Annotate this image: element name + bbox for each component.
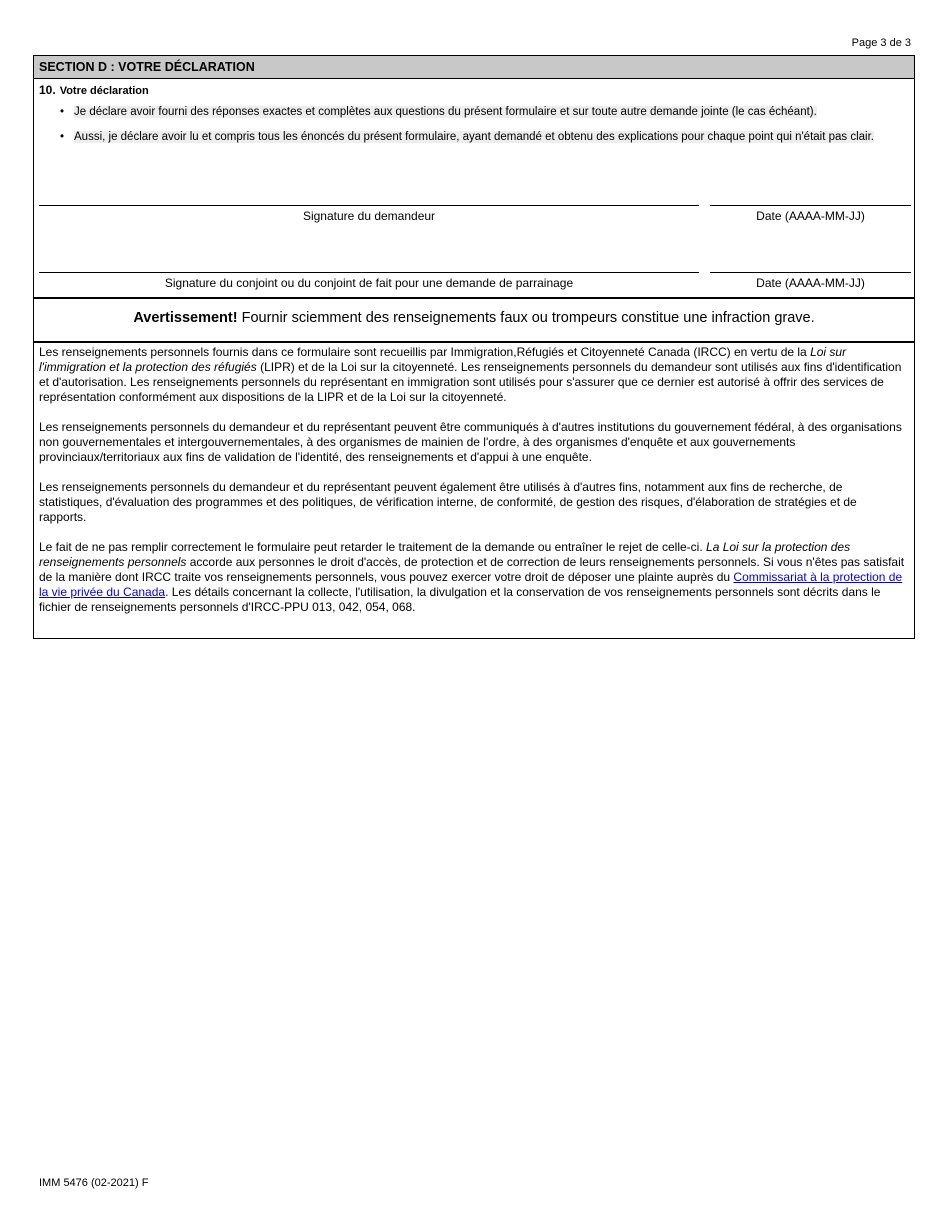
page-number: Page 3 de 3	[851, 37, 911, 49]
applicant-date-label: Date (AAAA-MM-JJ)	[756, 209, 865, 223]
act-name: Loi sur l'immigration et la protection des réfugiés	[39, 345, 847, 374]
section-divider	[34, 341, 914, 343]
privacy-paragraph: Les renseignements personnels du demandeur et du représentant peuvent être communiqués à d'autres institutions du gouvernement fédéral, à des organisations non gouvernementales et intergouvernementales, à des organismes de mainien de l'ordre, à des organismes d'enquête et aux gouvernements provinciaux/territoriaux aux fins de validation de l'identité, des renseignements et d'appui à une enquête.	[39, 420, 902, 464]
privacy-text: Les renseignements personnels fournis dans ce formulaire sont recueillis par Immigration,Réfugiés et Citoyenneté Canada (IRCC) en vertu de la	[39, 345, 811, 359]
declaration-text: Aussi, je déclare avoir lu et compris tous les énoncés du présent formulaire, ayant demandé et obtenu des explications pour chaque point qui n'était pas clair.	[74, 131, 874, 143]
question-number: 10.	[39, 83, 56, 97]
spouse-date-field[interactable]	[710, 272, 911, 273]
privacy-paragraph: Les renseignements personnels du demandeur et du représentant peuvent également être utilisés à d'autres fins, notamment aux fins de recherche, de statistiques, d'évaluation des programmes et des politiques, de vérification interne, de conformité, de gestion des risques, d'élaboration de stratégies et de rapports.	[39, 480, 857, 524]
spouse-signature-field[interactable]	[39, 272, 699, 273]
privacy-commissioner-link[interactable]: Commissariat à la protection de la vie privée du Canada	[39, 570, 903, 599]
privacy-paragraph	[39, 540, 907, 615]
section-title: SECTION D : VOTRE DÉCLARATION	[34, 56, 914, 79]
privacy-notice	[39, 345, 907, 630]
declaration-bullet	[60, 104, 906, 120]
act-name: La Loi sur la protection des renseignements personnels	[39, 540, 851, 569]
applicant-signature-label: Signature du demandeur	[302, 209, 436, 223]
bullet-dot: •	[60, 106, 65, 118]
applicant-date-field[interactable]	[710, 205, 911, 206]
declaration-text: Je déclare avoir fourni des réponses exactes et complètes aux questions du présent formulaire et sur toute autre demande jointe (le cas échéant).	[74, 106, 817, 118]
section-divider	[34, 297, 914, 299]
form-number: IMM 5476 (02-2021) F	[39, 1177, 149, 1189]
declaration-form	[33, 55, 915, 639]
question-title	[39, 83, 149, 97]
privacy-text: Le fait de ne pas remplir correctement le formulaire peut retarder le traitement de la demande ou entraîner le rejet de celle-ci.	[39, 540, 707, 554]
privacy-text: accorde aux personnes le droit d'accès, de protection et de correction de leurs renseignements personnels. Si vous n'êtes pas satisfait de la manière dont IRCC traite vos renseignements personnels, vous pouvez exercer votre droit de déposer une plainte auprès du	[39, 555, 905, 584]
privacy-text: . Les détails concernant la collecte, l'utilisation, la divulgation et la conservation de vos renseignements personnels sont décrits dans le fichier de renseignements personnels d'IRCC-PPU 013, 042, 054, 068.	[39, 585, 881, 614]
warning-notice	[34, 310, 914, 326]
warning-text: Fournir sciemment des renseignements faux ou trompeurs constitue une infraction grave.	[237, 310, 815, 326]
declaration-bullet	[60, 129, 906, 145]
spouse-date-label: Date (AAAA-MM-JJ)	[756, 276, 865, 290]
applicant-signature-field[interactable]	[39, 205, 699, 206]
spouse-signature-label: Signature du conjoint ou du conjoint de fait pour une demande de parrainage	[164, 276, 574, 290]
warning-label: Avertissement!	[133, 310, 238, 326]
privacy-text: (LIPR) et de la Loi sur la citoyenneté. Les renseignements personnels du demandeur sont utilisés aux fins d'identification et d'autorisation. Les renseignements personnels du représentant en immigration sont utilisés pour s'assurer que ce dernier est autorisé à offrir des services de représentation conformément aux dispositions de la LIPR et de la Loi sur la citoyenneté.	[39, 360, 902, 404]
privacy-paragraph	[39, 345, 907, 405]
bullet-dot: •	[60, 131, 65, 143]
question-label: Votre déclaration	[59, 85, 149, 97]
